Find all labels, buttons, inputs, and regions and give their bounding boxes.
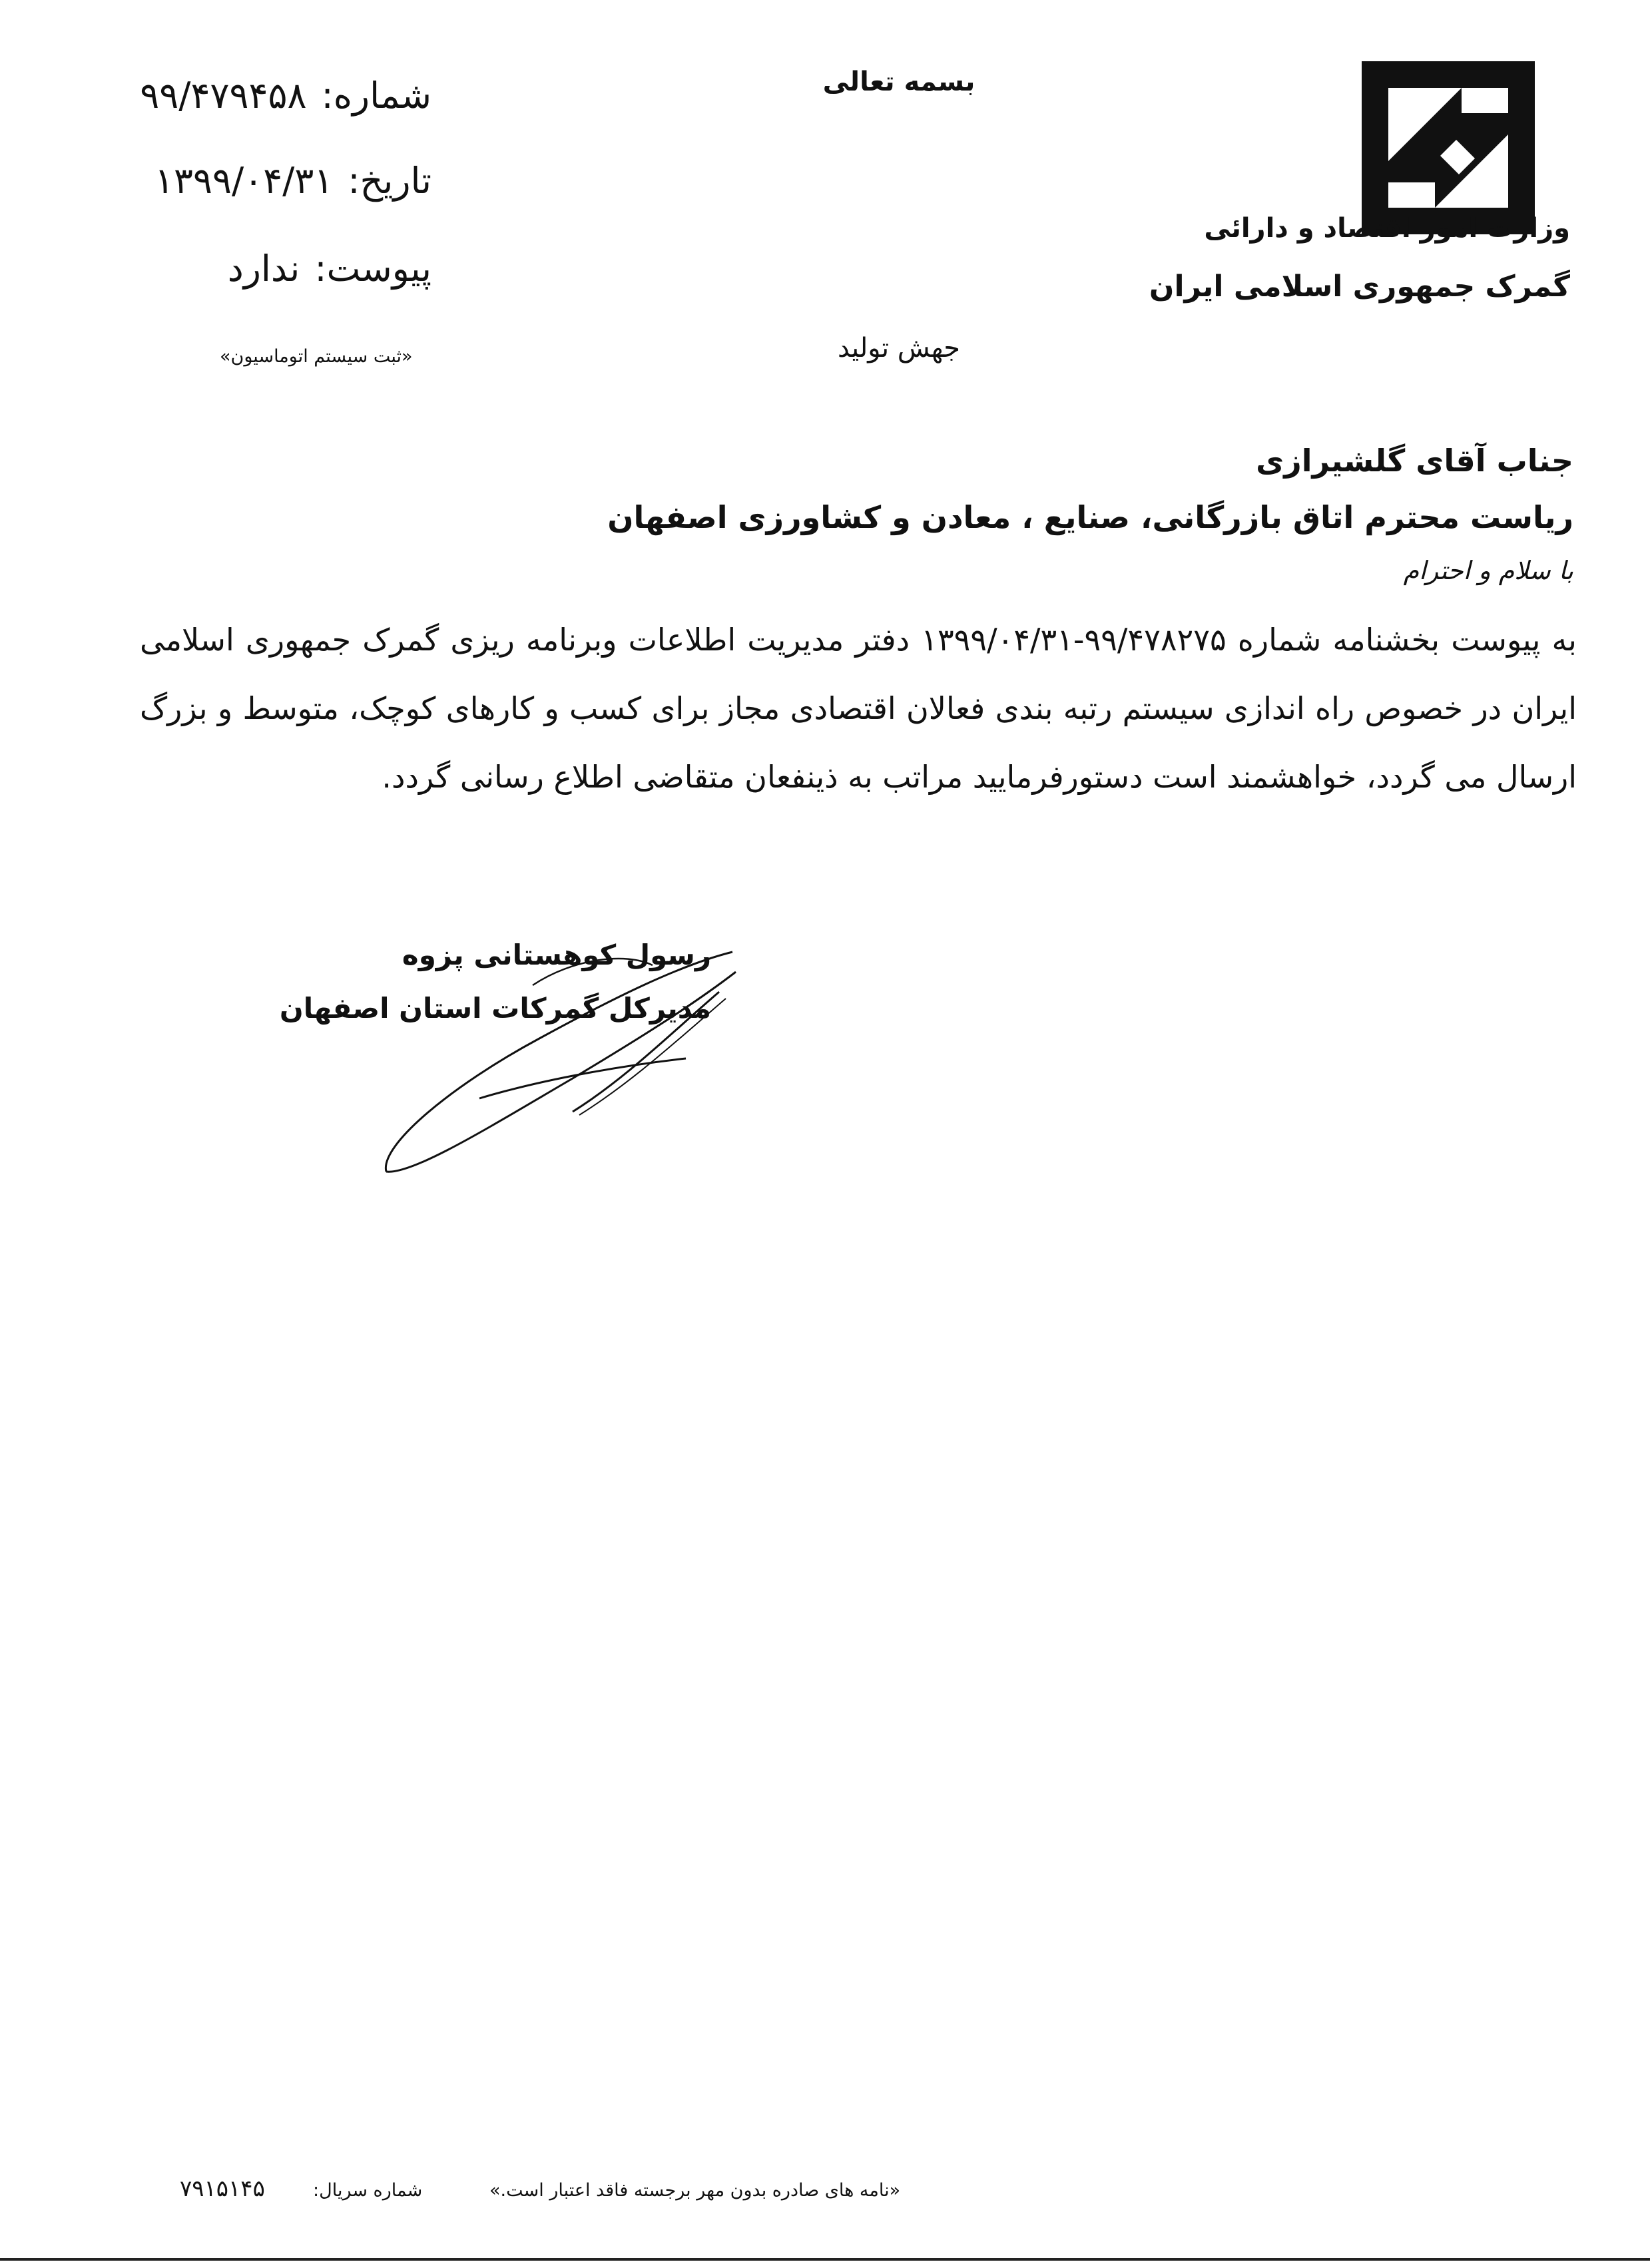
letter-date-value: ۱۳۹۹/۰۴/۳۱ xyxy=(154,160,334,202)
greeting: با سلام و احترام xyxy=(1403,556,1573,585)
attachment-label: پیوست: xyxy=(314,248,431,290)
recipient-name: جناب آقای گلشیرازی xyxy=(1256,443,1573,479)
automation-note: «ثبت سیستم اتوماسیون» xyxy=(220,346,413,367)
recipient-title: ریاست محترم اتاق بازرگانی، صنایع ، معادن و کشاورزی اصفهان xyxy=(607,499,1573,535)
organization-name: گمرک جمهوری اسلامی ایران xyxy=(1149,270,1570,304)
ministry-name: وزارت امور اقتصاد و دارائی xyxy=(1204,213,1570,244)
signer-title: مدیرکل گمرکات استان اصفهان xyxy=(279,992,711,1024)
letter-number-value: ۹۹/۴۷۹۴۵۸ xyxy=(140,75,307,116)
serial-number-label: شماره سریال: xyxy=(313,2180,423,2201)
customs-emblem-icon xyxy=(1362,61,1535,234)
signer-name: رسول کوهستانی پزوه xyxy=(402,939,711,971)
letter-number-row xyxy=(140,75,431,116)
letter-number-label: شماره: xyxy=(321,75,431,116)
year-slogan: جهش تولید xyxy=(838,333,960,363)
handwritten-signature-icon xyxy=(373,945,746,1185)
letter-body: به پیوست بخشنامه شماره ۹۹/۴۷۸۲۷۵-۱۳۹۹/۰۴/۳۱ دفتر مدیریت اطلاعات وبرنامه ریزی گمرک جمهوری اسلامی ایران در خصوص راه اندازی سیستم رتبه بندی فعالان اقتصادی مجاز برای کسب و کارهای کوچک، متوسط و بزرگ ارسال می گردد، خواهشمند است دستورفرمایید مراتب به ذینفعان متقاضی اطلاع رسانی گردد. xyxy=(140,622,1577,795)
serial-number-value: ۷۹۱۵۱۴۵ xyxy=(180,2175,265,2202)
footer-validity-note: «نامه های صادره بدون مهر برجسته فاقد اعتبار است.» xyxy=(489,2180,901,2201)
attachment-value: ندارد xyxy=(227,248,300,290)
bottom-divider xyxy=(0,2258,1650,2261)
letter-date-row xyxy=(154,160,431,202)
basmala-heading: بسمه تعالی xyxy=(822,67,975,97)
letter-date-label: تاریخ: xyxy=(348,160,431,202)
attachment-row xyxy=(228,248,431,290)
